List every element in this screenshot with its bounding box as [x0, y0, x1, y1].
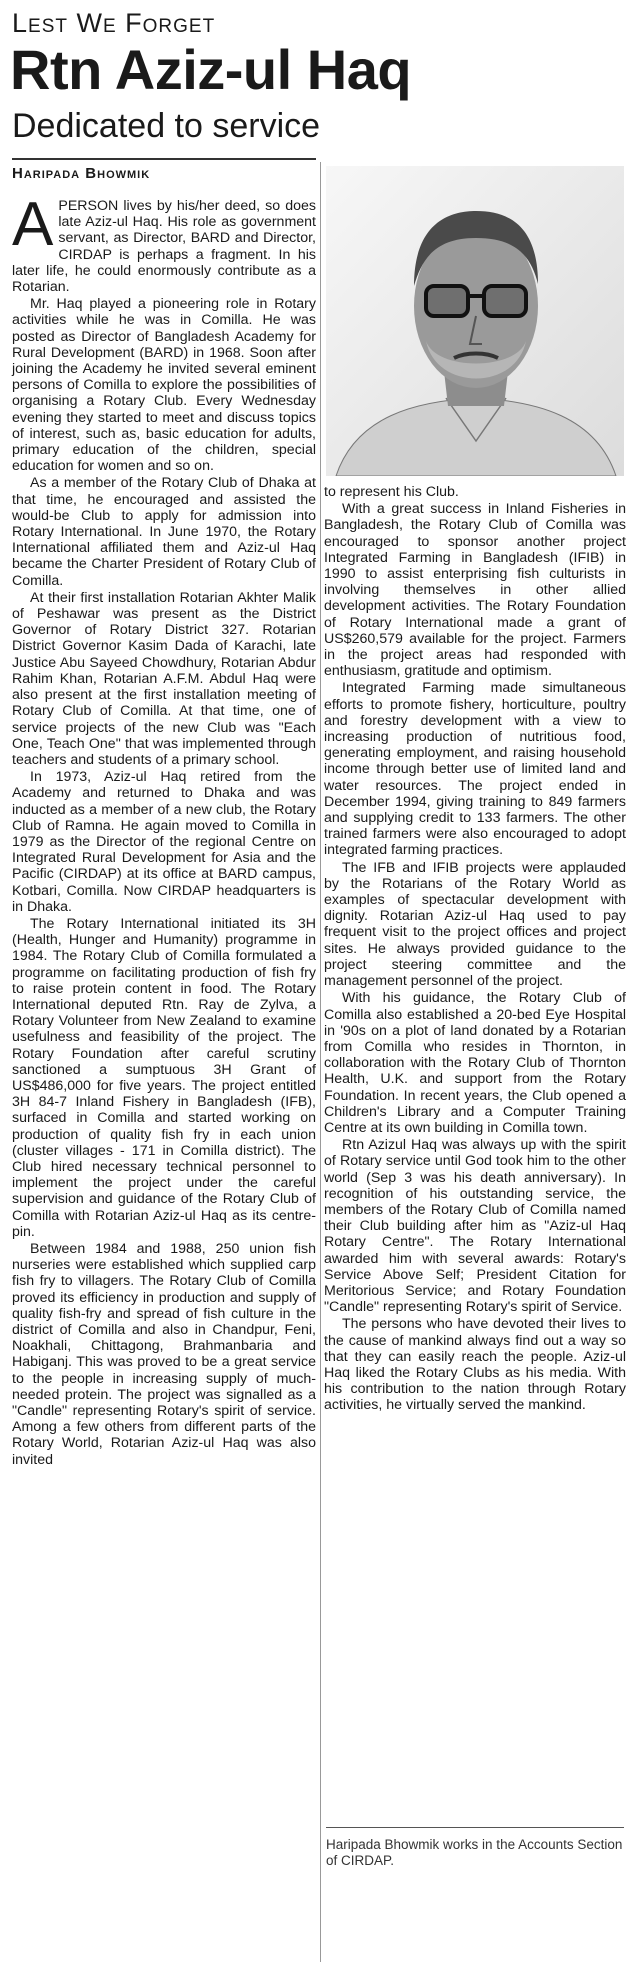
article-column-right	[324, 484, 626, 1415]
portrait-illustration	[326, 166, 624, 476]
paragraph: The persons who have devoted their lives to the cause of mankind always find out a way so that they can easily reach the people. Aziz-ul Haq liked the Rotary Clubs as his media. With his contribution to the nation through Rotary activities, he virtually served the mankind.	[324, 1316, 626, 1414]
drop-cap: A	[12, 190, 54, 259]
author-note: Haripada Bhowmik works in the Accounts Section of CIRDAP.	[326, 1837, 623, 1868]
article-title: Rtn Aziz-ul Haq	[10, 38, 412, 101]
column-divider	[320, 162, 321, 1962]
paragraph: In 1973, Aziz-ul Haq retired from the Academy and returned to Dhaka and was inducted as a member of a new club, the Rotary Club of Ramna. He again moved to Comilla in 1979 as the Director of the regional Centre on Integrated Rural Development for Asia and the Pacific (CIRDAP) at its office at BARD campus, Kotbari, Comilla. Now CIRDAP headquarters is in Dhaka.	[12, 769, 316, 915]
paragraph: As a member of the Rotary Club of Dhaka at that time, he encouraged and assisted the would-be Club to apply for admission into Rotary International. In June 1970, the Rotary International affiliated them and Aziz-ul Haq became the Charter President of Rotary Club of Comilla.	[12, 475, 316, 589]
article-subtitle: Dedicated to service	[12, 107, 321, 145]
article-column-left	[12, 190, 316, 1469]
paragraph: to represent his Club.	[324, 484, 459, 500]
paragraph: With his guidance, the Rotary Club of Comilla also established a 20-bed Eye Hospital in '90s on a plot of land donated by a Rotarian from Comilla who resides in Thornton, in collaboration with the Rotary Club of Thornton Health, U.K. and support from the Rotary Foundation. In recent years, the Club opened a Children's Library and a Computer Training Centre at its own building in Comilla town.	[324, 990, 626, 1136]
paragraph: The Rotary International initiated its 3H (Health, Hunger and Humanity) programme in 1984. The Rotary Club of Comilla formulated a programme on facilitating production of fish fry to raise protein content in food. The Rotary International deputed Rtn. Ray de Zylva, a Rotary Volunteer from New Zealand to examine usefulness and feasibility of the project. The Rotary Foundation after careful scrutiny sanctioned a sumptuous 3H Grant of US$486,000 for five years. The project entitled 3H 84-7 Inland Fishery in Bangladesh (IFB), surfaced in Comilla and started working on production of quality fish fry in each union (cluster villages - 171 in Comilla district). The Club hired necessary technical personnel to implement the project under the careful supervision and guidance of the Rotary Club of Comilla with Rotarian Aziz-ul Haq as its centre-pin.	[12, 915, 316, 1240]
paragraph: Between 1984 and 1988, 250 union fish nurseries were established which supplied carp fish fry to villagers. The Rotary Club of Comilla proved its efficiency in production and supply of quality fish-fry and spread of fish culture in the district of Comilla and also in Chandpur, Feni, Noakhali, Chittagong, Brahmanbaria and Habiganj. This was proved to be a great service to the people in increasing supply of much-needed protein. The project was signalled as a "Candle" representing Rotary's spirit of service. Among a few others from different parts of the Rotary World, Rotarian Aziz-ul Haq was also invited	[12, 1241, 316, 1468]
paragraph: At their first installation Rotarian Akhter Malik of Peshawar was present as the District Governor of Rotary District 327. Rotarian District Governor Kasim Dada of Karachi, late Justice Abu Sayeed Chowdhury, Rotarian Abdur Rahim Khan, Rotarian A.F.M. Abdul Haq were also present at the first installation meeting of Rotary Club of Comilla. At that time, one of service projects of the new Club was "Each One, Teach One" that was implemented through teachers and students of a primary school.	[12, 589, 316, 768]
paragraph: Rtn Azizul Haq was always up with the spirit of Rotary service until God took him to the other world (Sep 3 was his death anniversary). In recognition of his outstanding service, the members of the Rotary Club of Comilla named their Club building after him as "Aziz-ul Haq Rotary Centre". The Rotary International awarded him with several awards: Rotary's Service Above Self; President Citation for Meritorious Service; and Rotary Foundation "Candle" representing Rotary's spirit of Service.	[324, 1137, 626, 1316]
paragraph: The IFB and IFIB projects were applauded by the Rotarians of the Rotary World as examples of spectacular development with dignity. Rotarian Aziz-ul Haq used to pay frequent visit to the project offices and project sites. He always provided guidance to the project steering committee and the management personnel of the project.	[324, 859, 626, 990]
byline: Haripada Bhowmik	[12, 165, 151, 182]
author-note-rule	[326, 1827, 624, 1828]
section-kicker: Lest We Forget	[12, 8, 216, 38]
paragraph: Integrated Farming made simultaneous efforts to promote fishery, horticulture, poultry and forestry development with a view to increasing production of nutritious food, generating employment, and raising household income through better use of limited land and water resources. The project ended in December 1994, giving training to 849 farmers and supplying credit to 133 farmers. The other trained farmers were also encouraged to adopt integrated farming practices.	[324, 680, 626, 859]
paragraph: With a great success in Inland Fisheries in Bangladesh, the Rotary Club of Comilla was encouraged to sponsor another project Integrated Farming in Bangladesh (IFIB) in 1990 to assist enterprising fish culturists in involving themselves in other allied development activities. The Rotary Foundation of Rotary International made a grant of US$260,579 available for the project. Farmers in the project areas had responded with enthusiasm, gratitude and optimism.	[324, 501, 626, 680]
paragraph: APERSON lives by his/her deed, so does late Aziz-ul Haq. His role as government servant, as Director, BARD and Director, CIRDAP is perhaps a fragment. In his later life, he could enormously contribute as a Rotarian.	[12, 190, 316, 296]
paragraph: Mr. Haq played a pioneering role in Rotary activities while he was in Comilla. He was posted as Director of Bangladesh Academy for Rural Development (BARD) in 1968. Soon after joining the Academy he invited several eminent persons of Comilla to explore the possibilities of organising a Rotary Club. Every Wednesday evening they started to meet and discuss topics of interest, such as, basic education for adults, primary education of the children, special education for women and so on.	[12, 296, 316, 475]
portrait-photo	[326, 166, 624, 476]
byline-top-rule	[12, 158, 316, 160]
